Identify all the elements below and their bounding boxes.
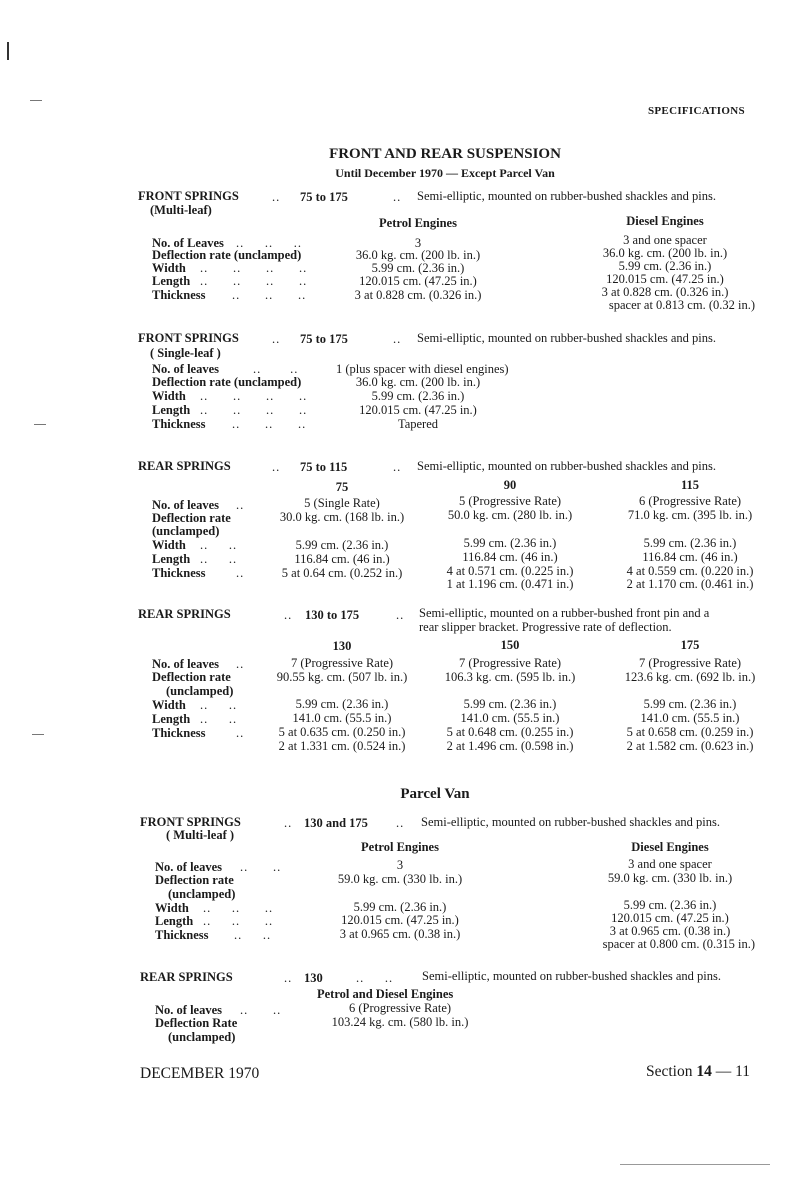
pv-petrol-value: 59.0 kg. cm. (330 lb. in.) [337,872,463,886]
margin-dash [30,100,42,101]
dots: .. .. [200,538,238,552]
dots: .. [393,460,402,474]
spec-label: Length [152,403,191,417]
rear2-130-value: 5.99 cm. (2.36 in.) [295,697,389,711]
dots: .. [284,971,293,985]
rear1-range: 75 to 115 [300,460,348,474]
spec-label: Thickness [155,928,209,942]
spec-label: Thickness [152,566,206,580]
dots: .. .. [200,552,238,566]
rear2-150-value: 2 at 1.496 cm. (0.598 in.) [446,739,574,753]
dots: .. [272,332,281,346]
dots: .. .. .. [232,417,307,431]
rear1-90-value: 5.99 cm. (2.36 in.) [463,536,557,550]
rear2-desc: Semi-elliptic, mounted on a rubber-bushed front pin and a [419,606,710,620]
spec-label: (unclamped) [168,1030,236,1044]
pv-petrol-value: 3 [396,858,404,872]
single-value: 120.015 cm. (47.25 in.) [359,403,477,417]
rear2-range: 130 to 175 [305,608,360,622]
page-title: FRONT AND REAR SUSPENSION [329,146,561,162]
diesel-value: 5.99 cm. (2.36 in.) [618,259,712,273]
rear1-90-value: 1 at 1.196 cm. (0.471 in.) [446,577,574,591]
dots: .. .. .. [203,901,274,915]
pv-diesel-value: 120.015 cm. (47.25 in.) [611,911,729,925]
front-single-desc: Semi-elliptic, mounted on rubber-bushed shackles and pins. [417,331,716,345]
rear1-col: 75 [335,480,349,494]
diesel-value: 3 and one spacer [623,233,707,247]
pv-diesel-value: 59.0 kg. cm. (330 lb. in.) [607,871,733,885]
page-subtitle: Until December 1970 — Except Parcel Van [335,166,555,180]
footer-date: DECEMBER 1970 [140,1065,260,1082]
rear1-115-value: 116.84 cm. (46 in.) [642,550,738,564]
rear2-col: 175 [680,638,700,652]
rear2-desc: rear slipper bracket. Progressive rate of deflection. [419,620,672,634]
pv-front-range: 130 and 175 [304,816,368,830]
dots: .. [236,726,245,740]
rear1-115-value: 6 (Progressive Rate) [638,494,742,508]
petrol-value: 36.0 kg. cm. (200 lb. in.) [355,248,481,262]
pv-col-petrol: Petrol Engines [361,840,439,854]
rear2-150-value: 7 (Progressive Rate) [458,656,562,670]
spec-label: Deflection Rate [155,1016,238,1030]
dots: .. .. [356,971,394,985]
dots: .. [393,332,402,346]
dots: .. [396,608,405,622]
rear1-col: 115 [680,478,700,492]
rear1-115-value: 4 at 0.559 cm. (0.220 in.) [626,564,754,578]
rear2-175-value: 141.0 cm. (55.5 in.) [640,711,740,725]
rear2-heading: REAR SPRINGS [138,607,231,621]
rear1-desc: Semi-elliptic, mounted on rubber-bushed shackles and pins. [417,459,716,473]
single-value: Tapered [397,417,439,431]
dots: .. .. [200,698,238,712]
spec-label: Deflection rate [152,670,231,684]
petrol-value: 5.99 cm. (2.36 in.) [371,261,465,275]
rear2-150-value: 5.99 cm. (2.36 in.) [463,697,557,711]
pv-diesel-value: 3 at 0.965 cm. (0.38 in.) [609,924,731,938]
dots: .. [272,460,281,474]
pv-rear-range: 130 [304,971,323,985]
pv-front-heading: FRONT SPRINGS [140,815,241,829]
dots: .. .. .. .. [200,274,308,288]
rear2-130-value: 141.0 cm. (55.5 in.) [292,711,392,725]
single-value: 1 (plus spacer with diesel engines) [336,362,509,376]
spec-label: Deflection rate (unclamped) [152,248,302,262]
spec-label: Length [155,914,194,928]
spec-label: Width [152,698,186,712]
footer-section-number: 14 [696,1063,712,1080]
dots: .. .. .. .. [200,389,308,403]
spec-label: Width [155,901,189,915]
footer-page-number: — 11 [715,1063,751,1080]
front-multi-col-diesel: Diesel Engines [626,214,704,228]
rear1-heading: REAR SPRINGS [138,459,231,473]
dots: .. .. [200,712,238,726]
front-single-heading: FRONT SPRINGS [138,331,239,345]
spec-label: Deflection rate [155,873,234,887]
spec-label: Length [152,712,191,726]
margin-dash [34,424,46,425]
front-multi-col-petrol: Petrol Engines [379,216,457,230]
dots: .. [272,190,281,204]
spec-label: Width [152,389,186,403]
front-multi-heading: FRONT SPRINGS [138,189,239,203]
dots: .. .. .. [203,914,274,928]
dots: .. .. .. [236,236,302,250]
dots: .. .. .. .. [200,261,308,275]
parcel-van-title: Parcel Van [400,786,470,802]
rear2-175-value: 2 at 1.582 cm. (0.623 in.) [626,739,754,753]
pv-rear-desc: Semi-elliptic, mounted on rubber-bushed shackles and pins. [422,969,721,983]
petrol-value: 3 [414,236,422,250]
pv-front-sub: ( Multi-leaf ) [166,828,235,842]
spec-label: Width [152,538,186,552]
dots: .. .. .. .. [200,403,308,417]
dots: .. .. [240,860,282,874]
rear2-175-value: 5 at 0.658 cm. (0.259 in.) [626,725,754,739]
rear1-90-value: 4 at 0.571 cm. (0.225 in.) [446,564,574,578]
spec-label: (unclamped) [166,684,234,698]
section-label: SPECIFICATIONS [648,105,745,117]
front-multi-desc: Semi-elliptic, mounted on rubber-bushed shackles and pins. [417,189,716,203]
footer-section-prefix: Section [646,1063,693,1080]
front-multi-range: 75 to 175 [300,190,348,204]
rear1-115-value: 71.0 kg. cm. (395 lb. in.) [627,508,753,522]
pv-rear-value: 6 (Progressive Rate) [348,1001,452,1015]
spec-label: No. of leaves [155,1003,222,1017]
rear1-115-value: 5.99 cm. (2.36 in.) [643,536,737,550]
diesel-value: 3 at 0.828 cm. (0.326 in.) [601,285,729,299]
dots: .. [284,816,293,830]
dots: .. .. .. [232,288,307,302]
spec-label: Length [152,274,191,288]
dots: .. .. [234,928,272,942]
spec-label: Width [152,261,186,275]
rear2-150-value: 5 at 0.648 cm. (0.255 in.) [446,725,574,739]
rear2-130-value: 7 (Progressive Rate) [290,656,394,670]
dots: .. .. [240,1003,282,1017]
pv-diesel-value: spacer at 0.800 cm. (0.315 in.) [602,937,755,951]
petrol-value: 3 at 0.828 cm. (0.326 in.) [354,288,482,302]
spec-label: No. of leaves [152,362,219,376]
spec-label: Thickness [152,726,206,740]
spec-label: Deflection rate (unclamped) [152,375,302,389]
spec-label: No. of leaves [152,498,219,512]
pv-petrol-value: 3 at 0.965 cm. (0.38 in.) [339,927,461,941]
rear1-90-value: 5 (Progressive Rate) [458,494,562,508]
pv-diesel-value: 5.99 cm. (2.36 in.) [623,898,717,912]
dots: .. [236,657,245,671]
rear2-col: 130 [332,639,352,653]
pv-rear-value: 103.24 kg. cm. (580 lb. in.) [331,1015,469,1029]
dots: .. [236,566,245,580]
rear1-115-value: 2 at 1.170 cm. (0.461 in.) [626,577,754,591]
rear2-130-value: 5 at 0.635 cm. (0.250 in.) [278,725,406,739]
front-single-range: 75 to 175 [300,332,348,346]
spec-label: Length [152,552,191,566]
spec-label: Thickness [152,417,206,431]
rear1-75-value: 5 (Single Rate) [304,496,380,510]
diesel-value: 36.0 kg. cm. (200 lb. in.) [602,246,728,260]
pv-rear-col-heading: Petrol and Diesel Engines [317,987,454,1001]
spec-label: No. of leaves [155,860,222,874]
footer-section [646,1063,750,1081]
diesel-value: 120.015 cm. (47.25 in.) [606,272,724,286]
pv-col-diesel: Diesel Engines [631,840,709,854]
margin-mark [7,42,9,60]
diesel-value: spacer at 0.813 cm. (0.32 in.) [608,298,755,312]
dots: .. [396,816,405,830]
rear2-175-value: 123.6 kg. cm. (692 lb. in.) [624,670,756,684]
rear1-90-value: 50.0 kg. cm. (280 lb. in.) [447,508,573,522]
pv-petrol-value: 120.015 cm. (47.25 in.) [341,913,459,927]
dots: .. [393,190,402,204]
dots: .. .. [253,362,299,376]
single-value: 36.0 kg. cm. (200 lb. in.) [355,375,481,389]
single-value: 5.99 cm. (2.36 in.) [371,389,465,403]
rear1-col: 90 [503,478,517,492]
rear1-75-value: 116.84 cm. (46 in.) [294,552,390,566]
rear2-130-value: 2 at 1.331 cm. (0.524 in.) [278,739,406,753]
rear2-130-value: 90.55 kg. cm. (507 lb. in.) [276,670,408,684]
pv-petrol-value: 5.99 cm. (2.36 in.) [353,900,447,914]
spec-label: No. of leaves [152,657,219,671]
rear1-75-value: 5.99 cm. (2.36 in.) [295,538,389,552]
dots: .. [284,608,293,622]
footer-rule [620,1164,770,1165]
pv-front-desc: Semi-elliptic, mounted on rubber-bushed shackles and pins. [421,815,720,829]
spec-label: Deflection rate [152,511,231,525]
spec-label: (unclamped) [152,524,220,538]
spec-label: (unclamped) [168,887,236,901]
dots: .. [236,498,245,512]
front-multi-sub: (Multi-leaf) [150,203,212,217]
pv-rear-heading: REAR SPRINGS [140,970,233,984]
rear2-150-value: 106.3 kg. cm. (595 lb. in.) [444,670,576,684]
rear1-75-value: 30.0 kg. cm. (168 lb. in.) [279,510,405,524]
rear1-90-value: 116.84 cm. (46 in.) [462,550,558,564]
spec-label: No. of Leaves [152,236,224,250]
rear1-75-value: 5 at 0.64 cm. (0.252 in.) [281,566,403,580]
front-single-sub: ( Single-leaf ) [150,346,221,360]
pv-diesel-value: 3 and one spacer [628,857,712,871]
rear2-175-value: 5.99 cm. (2.36 in.) [643,697,737,711]
petrol-value: 120.015 cm. (47.25 in.) [359,274,477,288]
margin-dash [32,734,44,735]
rear2-col: 150 [500,638,520,652]
rear2-150-value: 141.0 cm. (55.5 in.) [460,711,560,725]
rear2-175-value: 7 (Progressive Rate) [638,656,742,670]
spec-label: Thickness [152,288,206,302]
